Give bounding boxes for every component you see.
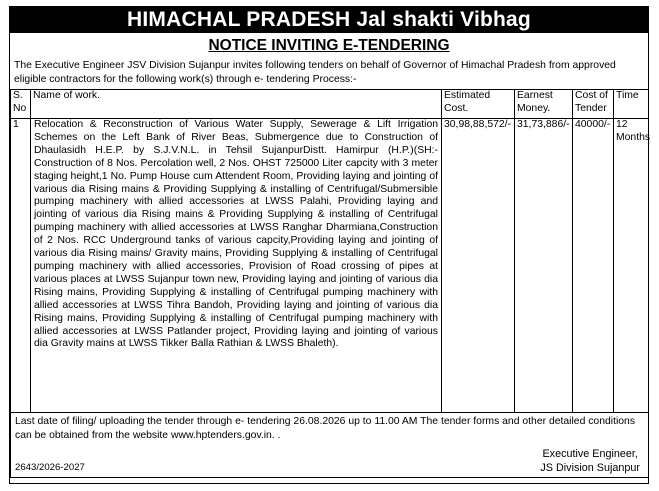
- header-time: Time: [614, 90, 649, 119]
- notice-title: [10, 36, 648, 55]
- header-earnest-money: Earnest Money.: [515, 90, 573, 119]
- intro-paragraph: The Executive Engineer JSV Division Sujanpur invites following tenders on behalf of Governor of Himachal Pradesh from approved eligible contractors for the following work(s) through e- tendering Process:-: [14, 60, 616, 85]
- table-header-row: [11, 90, 649, 119]
- footer-text: Last date of filing/ uploading the tender through e- tendering 26.08.2026 up to 11.00 AM The tender forms and other detailed conditions can be obtained from the website www.hptenders.gov.in. .: [15, 416, 636, 442]
- row-cost-of-tender: 40000/-: [573, 119, 614, 413]
- row-time: 12 Months: [614, 119, 649, 413]
- footer-cell: [11, 413, 649, 478]
- signatory-block: [540, 447, 640, 475]
- reference-number: 2643/2026-2027: [15, 461, 85, 473]
- header-estimated-cost: Estimated Cost.: [442, 90, 515, 119]
- table-row: [11, 119, 649, 413]
- row-estimated-cost: 30,98,88,572/-: [442, 119, 515, 413]
- notice-title-text: NOTICE INVITING E-TENDERING: [208, 37, 450, 54]
- row-earnest-money: 31,73,886/-: [515, 119, 573, 413]
- tender-notice: [9, 6, 649, 484]
- header-cost-of-tender: Cost of Tender: [573, 90, 614, 119]
- row-name-of-work: Relocation & Reconstruction of Various Water Supply, Sewerage & Lift Irrigation Schemes on the Left Bank of River Beas, Submergence due to Construction of Dhaulasidh H.E.P. by S.J.V.N.L. in Tehsil SujanpurDistt. Hamirpur (H.P.)(SH:- Construction of 8 Nos. Percolation well, 2 Nos. OHST 725000 Liter capcity with 3 meter staging height,1 No. Pump House cum Attendent Room, Providing laying and jointing of various dia Rising mains & Providing Supplying & installing of Centrifugal/Submersible pumping machinery with allied accessories at LWSS Palahi, Providing laying and jointing of various dia Rising mains & Providing Supplying & installing of Centrifugal pumping machinery with allied accessories at LWSS Ranghar Dharmiana,Construction of 2 Nos. RCC Underground tanks of various capcity,Providing laying and jointing of various dia Rising mains/ Gravity mains, Providing Supplying & installing of Centrifugal pumping machinery with allied accessories, Provision of Road crossing of pipes at various places at LWSS Sujanpur town new, Providing laying and jointing of various dia Rising mains, Providing Supplying & installing of Centrifugal pumping machinery with allied accessories at LWSS Tihra Bandoh, Providing laying and jointing of various dia Rising mains, Providing Supplying & installing of Centrifugal pumping machinery with allied accessories at LWSS Patlander project, Providing laying and jointing of various dia Gravity mains at LWSS Tikker Balla Rathian & LWSS Bhaleth).: [31, 119, 442, 413]
- signatory-title: Executive Engineer,: [542, 448, 638, 460]
- signatory-office: JS Division Sujanpur: [540, 462, 640, 474]
- tender-table: [10, 89, 649, 478]
- row-sno: 1: [11, 119, 31, 413]
- department-banner: HIMACHAL PRADESH Jal shakti Vibhag: [10, 7, 648, 33]
- header-name-of-work: Name of work.: [31, 90, 442, 119]
- header-sno: S. No: [11, 90, 31, 119]
- footer-row: [11, 413, 649, 478]
